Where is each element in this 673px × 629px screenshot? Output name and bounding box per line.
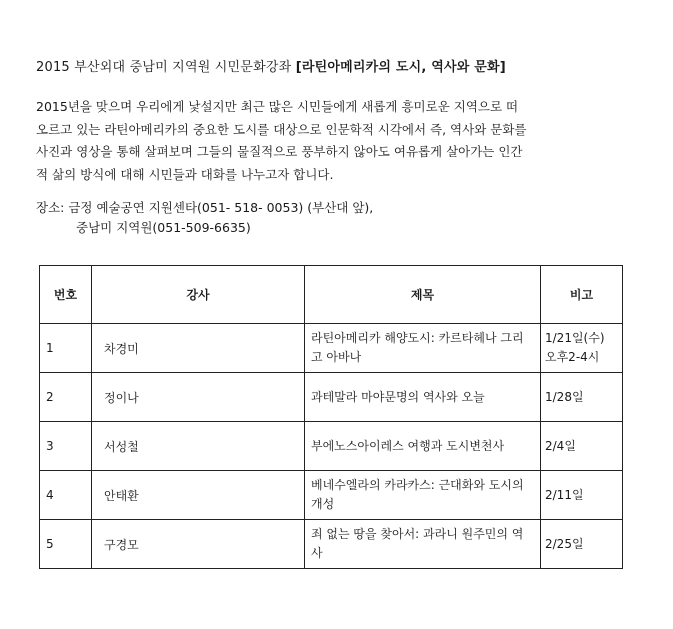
- venue-line-2: 중남미 지역원(051-509-6635): [76, 220, 251, 235]
- table-row: [40, 324, 623, 373]
- intro-line: 2015년을 맞으며 우리에게 낯설지만 최근 많은 시민들에게 새롭게 흥미로운 지역으로 떠: [36, 99, 519, 114]
- row-note: 1/21일(수) 오후2-4시: [541, 324, 623, 373]
- row-title: 부에노스아이레스 여행과 도시변천사: [305, 422, 541, 471]
- table-row: [40, 373, 623, 422]
- intro-line: 적 삶의 방식에 대해 시민들과 대화를 나누고자 합니다.: [36, 166, 334, 182]
- row-note: 2/11일: [541, 471, 623, 520]
- row-number: 4: [40, 471, 92, 520]
- intro-paragraph: [36, 96, 596, 186]
- row-lecturer: 정이나: [92, 373, 305, 422]
- heading-prefix: 2015 부산외대 중남미 지역원 시민문화강좌: [36, 60, 296, 75]
- row-number: 2: [40, 373, 92, 422]
- intro-line: 사진과 영상을 통해 살펴보며 그들의 물질적으로 풍부하지 않아도 여유롭게 살아가는 인간: [36, 144, 523, 159]
- header-note: 비고: [541, 266, 623, 324]
- venue-info: [36, 198, 373, 238]
- venue-line-1: 장소: 금정 예술공연 지원센타(051- 518- 0053) (부산대 앞),: [36, 200, 374, 215]
- header-lecturer: 강사: [92, 266, 305, 324]
- row-lecturer: 차경미: [92, 324, 305, 373]
- page-heading: [36, 56, 506, 75]
- table-row: [40, 520, 623, 569]
- table-header-row: [40, 266, 623, 324]
- row-lecturer: 서성철: [92, 422, 305, 471]
- table-row: [40, 422, 623, 471]
- row-title: 죄 없는 땅을 찾아서: 과라니 원주민의 역사: [305, 520, 541, 569]
- heading-title: [라틴아메리카의 도시, 역사와 문화]: [295, 60, 506, 75]
- lecture-schedule-table: [39, 265, 623, 569]
- row-number: 3: [40, 422, 92, 471]
- row-number: 5: [40, 520, 92, 569]
- table-row: [40, 471, 623, 520]
- row-title: 라틴아메리카 해양도시: 카르타헤나 그리고 아바나: [305, 324, 541, 373]
- row-note: 2/25일: [541, 520, 623, 569]
- row-note: 1/28일: [541, 373, 623, 422]
- row-title: 베네수엘라의 카라카스: 근대화와 도시의 개성: [305, 471, 541, 520]
- row-title: 과테말라 마야문명의 역사와 오늘: [305, 373, 541, 422]
- header-number: 번호: [40, 266, 92, 324]
- intro-line: 오르고 있는 라틴아메리카의 중요한 도시를 대상으로 인문학적 시각에서 즉, 역사와 문화를: [36, 121, 527, 137]
- row-number: 1: [40, 324, 92, 373]
- row-lecturer: 안태환: [92, 471, 305, 520]
- header-title: 제목: [305, 266, 541, 324]
- row-lecturer: 구경모: [92, 520, 305, 569]
- row-note: 2/4일: [541, 422, 623, 471]
